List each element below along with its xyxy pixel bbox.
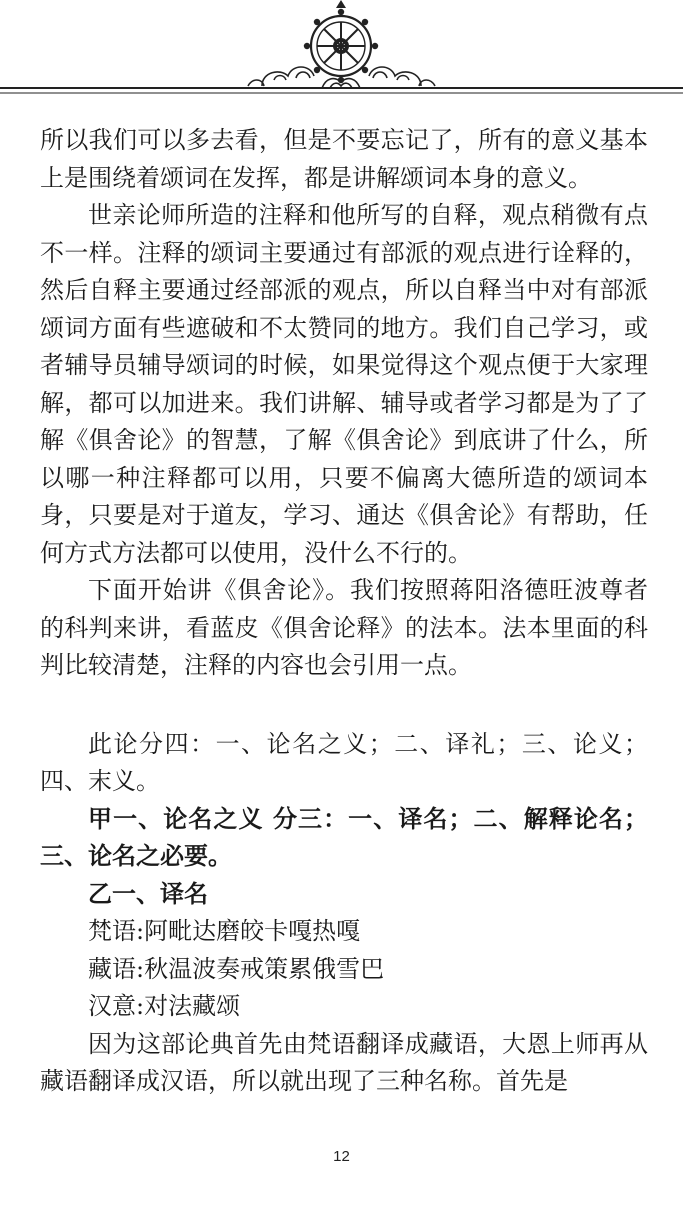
paragraph: 此论分四：一、论名之义；二、译礼；三、论义；四、末义。 (40, 729, 648, 795)
page-body (40, 122, 648, 1101)
dharma-wheel-icon (0, 0, 683, 110)
paragraph: 因为这部论典首先由梵语翻译成藏语，大恩上师再从藏语翻译成汉语，所以就出现了三种名称。首先是 (40, 1029, 648, 1095)
paragraph: 下面开始讲《俱舍论》。我们按照蒋阳洛德旺波尊者的科判来讲，看蓝皮《俱舍论释》的法本。法本里面的科判比较清楚，注释的内容也会引用一点。 (40, 576, 648, 679)
paragraph: 世亲论师所造的注释和他所写的自释，观点稍微有点不一样。注释的颂词主要通过有部派的观点进行诠释的，然后自释主要通过经部派的观点，所以自释当中对有部派颂词方面有些遮破和不太赞同的地方。我们自己学习，或者辅导员辅导颂词的时候，如果觉得这个观点便于大家理解，都可以加进来。我们讲解、辅导或者学习都是为了了解《俱舍论》的智慧，了解《俱舍论》到底讲了什么，所以哪一种注释都可以用，只要不偏离大德所造的颂词本身，只要是对于道友，学习、通达《俱舍论》有帮助，任何方式方法都可以使用，没什么不行的。 (40, 201, 648, 567)
page-header-ornament (0, 0, 683, 110)
page-number: 12 (333, 1148, 350, 1165)
definition-line: 汉意:对法藏颂 (88, 992, 241, 1020)
paragraph: 所以我们可以多去看，但是不要忘记了，所有的意义基本上是围绕着颂词在发挥，都是讲解颂词本身的意义。 (40, 126, 648, 192)
section-heading: 甲一、论名之义 分三：一、译名；二、解释论名；三、论名之必要。 (40, 804, 648, 870)
definition-line: 梵语:阿毗达磨皎卡嘎热嘎 (88, 917, 361, 945)
subsection-heading: 乙一、译名 (88, 879, 208, 908)
definition-line: 藏语:秋温波奏戒策累俄雪巴 (88, 954, 385, 983)
